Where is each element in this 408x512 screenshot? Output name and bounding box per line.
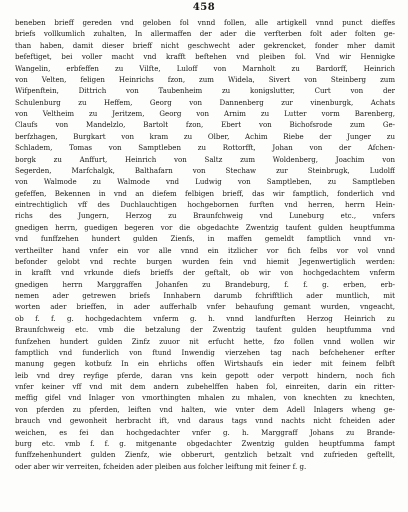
text-line: Claufs von Mandelzlo, Bartolt fzon, Ebert von Bichofsrode zum Ge- — [15, 120, 395, 130]
text-line: brauch vnd gewonheit herbracht ift, vnd daraus tags vnnd nachts nicht fcheiden ader — [15, 416, 395, 426]
text-line: von Walmode zu Walmode vnd Ludwig von Samptleben, zu Samptleben — [15, 177, 395, 187]
text-line: oder aber wir verreiten, fcheiden ader pleiben aus folcher leiftung mit feiner f. g. — [15, 461, 307, 471]
text-line: Schulenburg zu Heffem, Georg von Dannenberg zur vinenburgk, Achats — [15, 97, 395, 107]
text-line: richs des Jungern, Herzog zu Braunfchweig vnd Luneburg etc., vnfers — [15, 211, 395, 221]
text-line: meffig gifel vnd Inlager von vmorthingten mhalen zu mhalen, von knechten zu knechten, — [15, 393, 395, 403]
text-line: burg etc. vmb f. f. g. mitgenante obgedachter Zwentzig gulden heuptfumma fampt — [15, 438, 395, 448]
text-line: nemen ader getrewen briefs Innhabern darumb fchrifftlich ader muntlich, mit — [15, 291, 395, 300]
text-line: von pferden zu pferden, leiften vnd halten, wie vnter dem Adell Inlagers wheng ge- — [15, 404, 395, 414]
body-text — [15, 17, 395, 472]
text-line: Braunfchweig etc. vmb die betzalung der Zwentzig taufent gulden heuptfumma vnd — [15, 325, 395, 335]
text-line: befeftiget, bei voller macht vnd krafft beftehen vnd pleiben fol. Vnd wir Hennigke — [15, 52, 395, 62]
text-line: befonder gelobt vnd rechte burgen wurden fein vnd hiemit Jegenwertiglich werden: — [15, 256, 395, 266]
page-number: 458 — [192, 2, 216, 13]
text-line: leib vnd drey reyfige pferde, daran vns kein gepott oder verpott hindern, noch fich — [15, 370, 395, 380]
text-line: vnd funffzehen hundert gulden Zienfs, in maffen gemeldt famptlich vnnd vn- — [15, 234, 395, 244]
text-line: berfzhagen, Burgkart von kram zu Olber, Achim Riebe der Junger zu — [15, 131, 395, 141]
text-line: than haben, damit dieser brieff nicht geschwecht ader gekrencket, fonder mher damit — [15, 40, 395, 50]
text-line: Schladem, Tomas von Samptleben zu Rottorfft, Johan von der Afchen- — [15, 143, 395, 153]
text-line: funfzehen hundert gulden Zinfz zuuor nit erfucht hette, fzo follen vnnd wollen wir — [15, 336, 395, 346]
text-line: beneben brieff gereden vnd geloben fol vnnd follen, alle artigkell vnnd punct dieffes — [15, 18, 395, 27]
text-line: von Veltheim zu Jeritzem, Georg von Arnim zu Lutter vorm Barenberg, — [15, 109, 395, 118]
text-line: weichen, es fei dan hochgedachter vnfer g. h. Marggraff Johans zu Brande- — [15, 427, 395, 437]
text-line: vnfer keiner vff vnd mit dem andern zubehelffen haben fol, einreiten, darin ein ritter- — [15, 382, 395, 391]
text-line: gnedigen herrn, guedigen begeren vor die obgedachte Zwentzig taufent gulden heuptfumma — [15, 222, 395, 232]
text-line: manung gegen kotbufz In ein ehrlichs offen Wirtshaufs ein ieder mit feinem felbft — [15, 359, 395, 369]
text-line: vertheilter hand vnfer ein vor alle vnnd ein itzlicher vor fich felbs vor vol vnnd — [15, 245, 395, 255]
text-line: Segerden, Marfchalgk, Balthafarn von Stechaw zur Steinbrugk, Ludolff — [15, 165, 395, 175]
text-line: funffzehenhundert gulden Zienfz, wie obberurt, gentzlich betzalt vnd zufrieden geftellt, — [15, 450, 395, 460]
text-line: von Velten, feligen Heinrichs fzon, zum Widela, Sivert von Steinberg zum — [15, 74, 395, 84]
text-line: gnedigen herrn Marggraffen Johanfen zu Brandeburg, f. f. g. erben, erb- — [15, 279, 395, 289]
text-line: briefs vollkumlich zuhalten, In allermaffen der ader die verfterben folt ader folten ge- — [15, 29, 395, 39]
text-line: Wangelin, erbfeffen zu Vilfte, Luloff von Marnholt zu Bardorff, Heinrich — [15, 63, 395, 73]
text-line: borgk zu Anffurt, Heinrich von Saltz zum Woldenberg, Joachim von — [15, 154, 395, 164]
text-line: famptlich vnd funderlich von ftund Inwendig vierzehen tag nach befchehener erfter — [15, 347, 395, 357]
text-line: in krafft vnd vrkunde diefs brieffs der geftalt, ob wir von hochgedachtem vnferm — [15, 268, 395, 278]
text-line: ob f. f. g. hochgedachtem vnferm g. h. vnnd landfurften Herzog Heinrich zu — [15, 313, 395, 323]
text-line: worten ader brieffen, in ader aufferhalb vnfer behaufung gemant wurden, vngeacht, — [15, 302, 395, 312]
text-line: gefeffen, Bekennen in vnd an diefem felbigen brieff, das wir famptlich, fonderlich vnd — [15, 188, 395, 198]
text-line: Wifpenftein, Dittrich von Taubenheim zu konigslutter, Curt von der — [15, 86, 395, 96]
text-line: eintrechtiglich vff des Duchlauchtigen hochgebornen furften vnd herren, herrn Hein- — [15, 200, 395, 209]
